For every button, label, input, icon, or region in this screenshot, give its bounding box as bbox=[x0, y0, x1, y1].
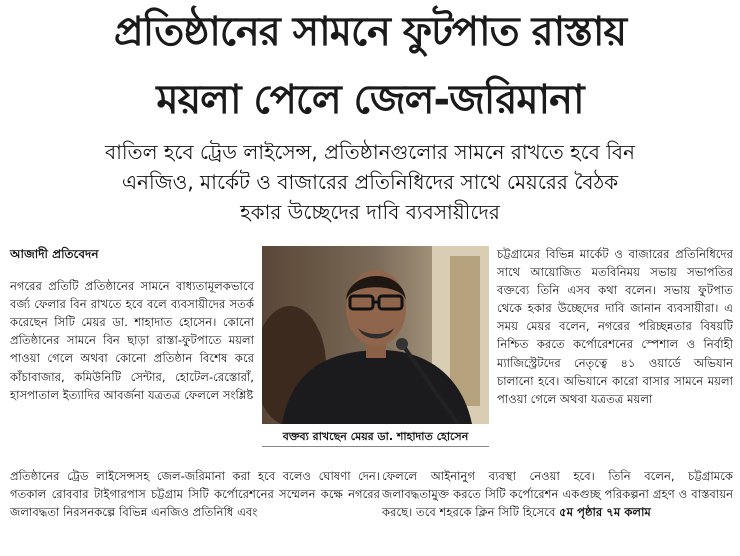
article-body-left: নগরের প্রতিটি প্রতিষ্ঠানের সামনে বাধ্যতামূলকভাবে বর্জ্য ফেলার বিন রাখতে হবে বলে ব্যবসায়ীদের সতর্ক করেছেন সিটি মেয়র ডা. শাহাদাত হোসেন। কোনো প্রতিষ্ঠানের সামনে বিন ছাড়া রাস্তা-ফুটপাতে ময়লা পাওয়া গেলে অথবা কোনো প্রতিষ্ঠান বিশেষ করে কাঁচাবাজার, কমিউনিটি সেন্টার, হোটেল-রেস্তোরাঁ, হাসপাতাল ইত্যাদির আবর্জনা যত্রতত্র ফেললে সংশ্লিষ্ট bbox=[10, 279, 254, 402]
subheadline-line-1: বাতিল হবে ট্রেড লাইসেন্স, প্রতিষ্ঠানগুলোর সামনে রাখতে হবে বিন bbox=[104, 140, 635, 164]
caption-divider bbox=[262, 446, 489, 447]
subheadline-line-3: হকার উচ্ছেদের দাবি ব্যবসায়ীদের bbox=[240, 200, 500, 224]
article-photo bbox=[262, 246, 489, 424]
article-column-left bbox=[10, 245, 254, 404]
byline: আজাদী প্রতিবেদন bbox=[10, 247, 99, 261]
article-body-right: চট্টগ্রামের বিভিন্ন মার্কেট ও বাজারের প্রতিনিধিদের সাথে আয়োজিত মতবিনিময় সভায় সভাপতির বক্তব্যে তিনি এসব কথা বলেন। সভায় ফুটপাত থেকে হকার উচ্ছেদের দাবি জানান ব্যবসায়ীরা। এ সময় মেয়র বলেন, নগরের পরিচ্ছন্নতার বিষয়টি নিশ্চিত করতে কর্পোরেশনের স্পেশাল ও নির্বাহী ম্যাজিস্ট্রেটদের নেতৃত্বে ৪১ ওয়ার্ডে অভিযান চালানো হবে। অভিযানে কারো বাসার সামনে ময়লা পাওয়া গেলে অথবা যত্রতত্র ময়লা bbox=[497, 247, 733, 406]
headline-line-2: ময়লা পেলে জেল-জরিমানা bbox=[156, 77, 584, 123]
article-body-bottom-right bbox=[382, 467, 733, 521]
article-body-bottom-left: প্রতিষ্ঠানের ট্রেড লাইসেন্সসহ জেল-জরিমানা করা হবে বলেও ঘোষণা দেন। গতকাল রোববার টাইগারপাস চট্টগ্রাম সিটি কর্পোরেশনের সম্মেলন কক্ষে নগরের জলাবদ্ধতা নিরসনকল্পে বিভিন্ন এনজিও প্রতিনিধি এবং bbox=[10, 469, 380, 520]
photo-caption: বক্তব্য রাখছেন মেয়র ডা. শাহাদাত হোসেন bbox=[282, 430, 469, 443]
headline-line-1: প্রতিষ্ঠানের সামনে ফুটপাত রাস্তায় bbox=[113, 9, 627, 55]
photo-image bbox=[262, 246, 489, 424]
subheadline-line-2: এনজিও, মার্কেট ও বাজারের প্রতিনিধিদের সাথে মেয়রের বৈঠক bbox=[121, 170, 619, 194]
bottom-right-text: ফেললে আইনানুগ ব্যবস্থা নেওয়া হবে। তিনি বলেন, চট্টগ্রামকে জলাবদ্ধতামুক্ত করতে সিটি কর্পোরেশন একগুচ্ছ পরিকল্পনা গ্রহণ ও বাস্তবায়ন করছে। তবে শহরকে ক্লিন সিটি হিসেবে bbox=[382, 469, 733, 520]
continuation-link[interactable]: ৫ম পৃষ্ঠার ৭ম কলাম bbox=[559, 505, 651, 520]
article-column-right bbox=[497, 245, 733, 408]
